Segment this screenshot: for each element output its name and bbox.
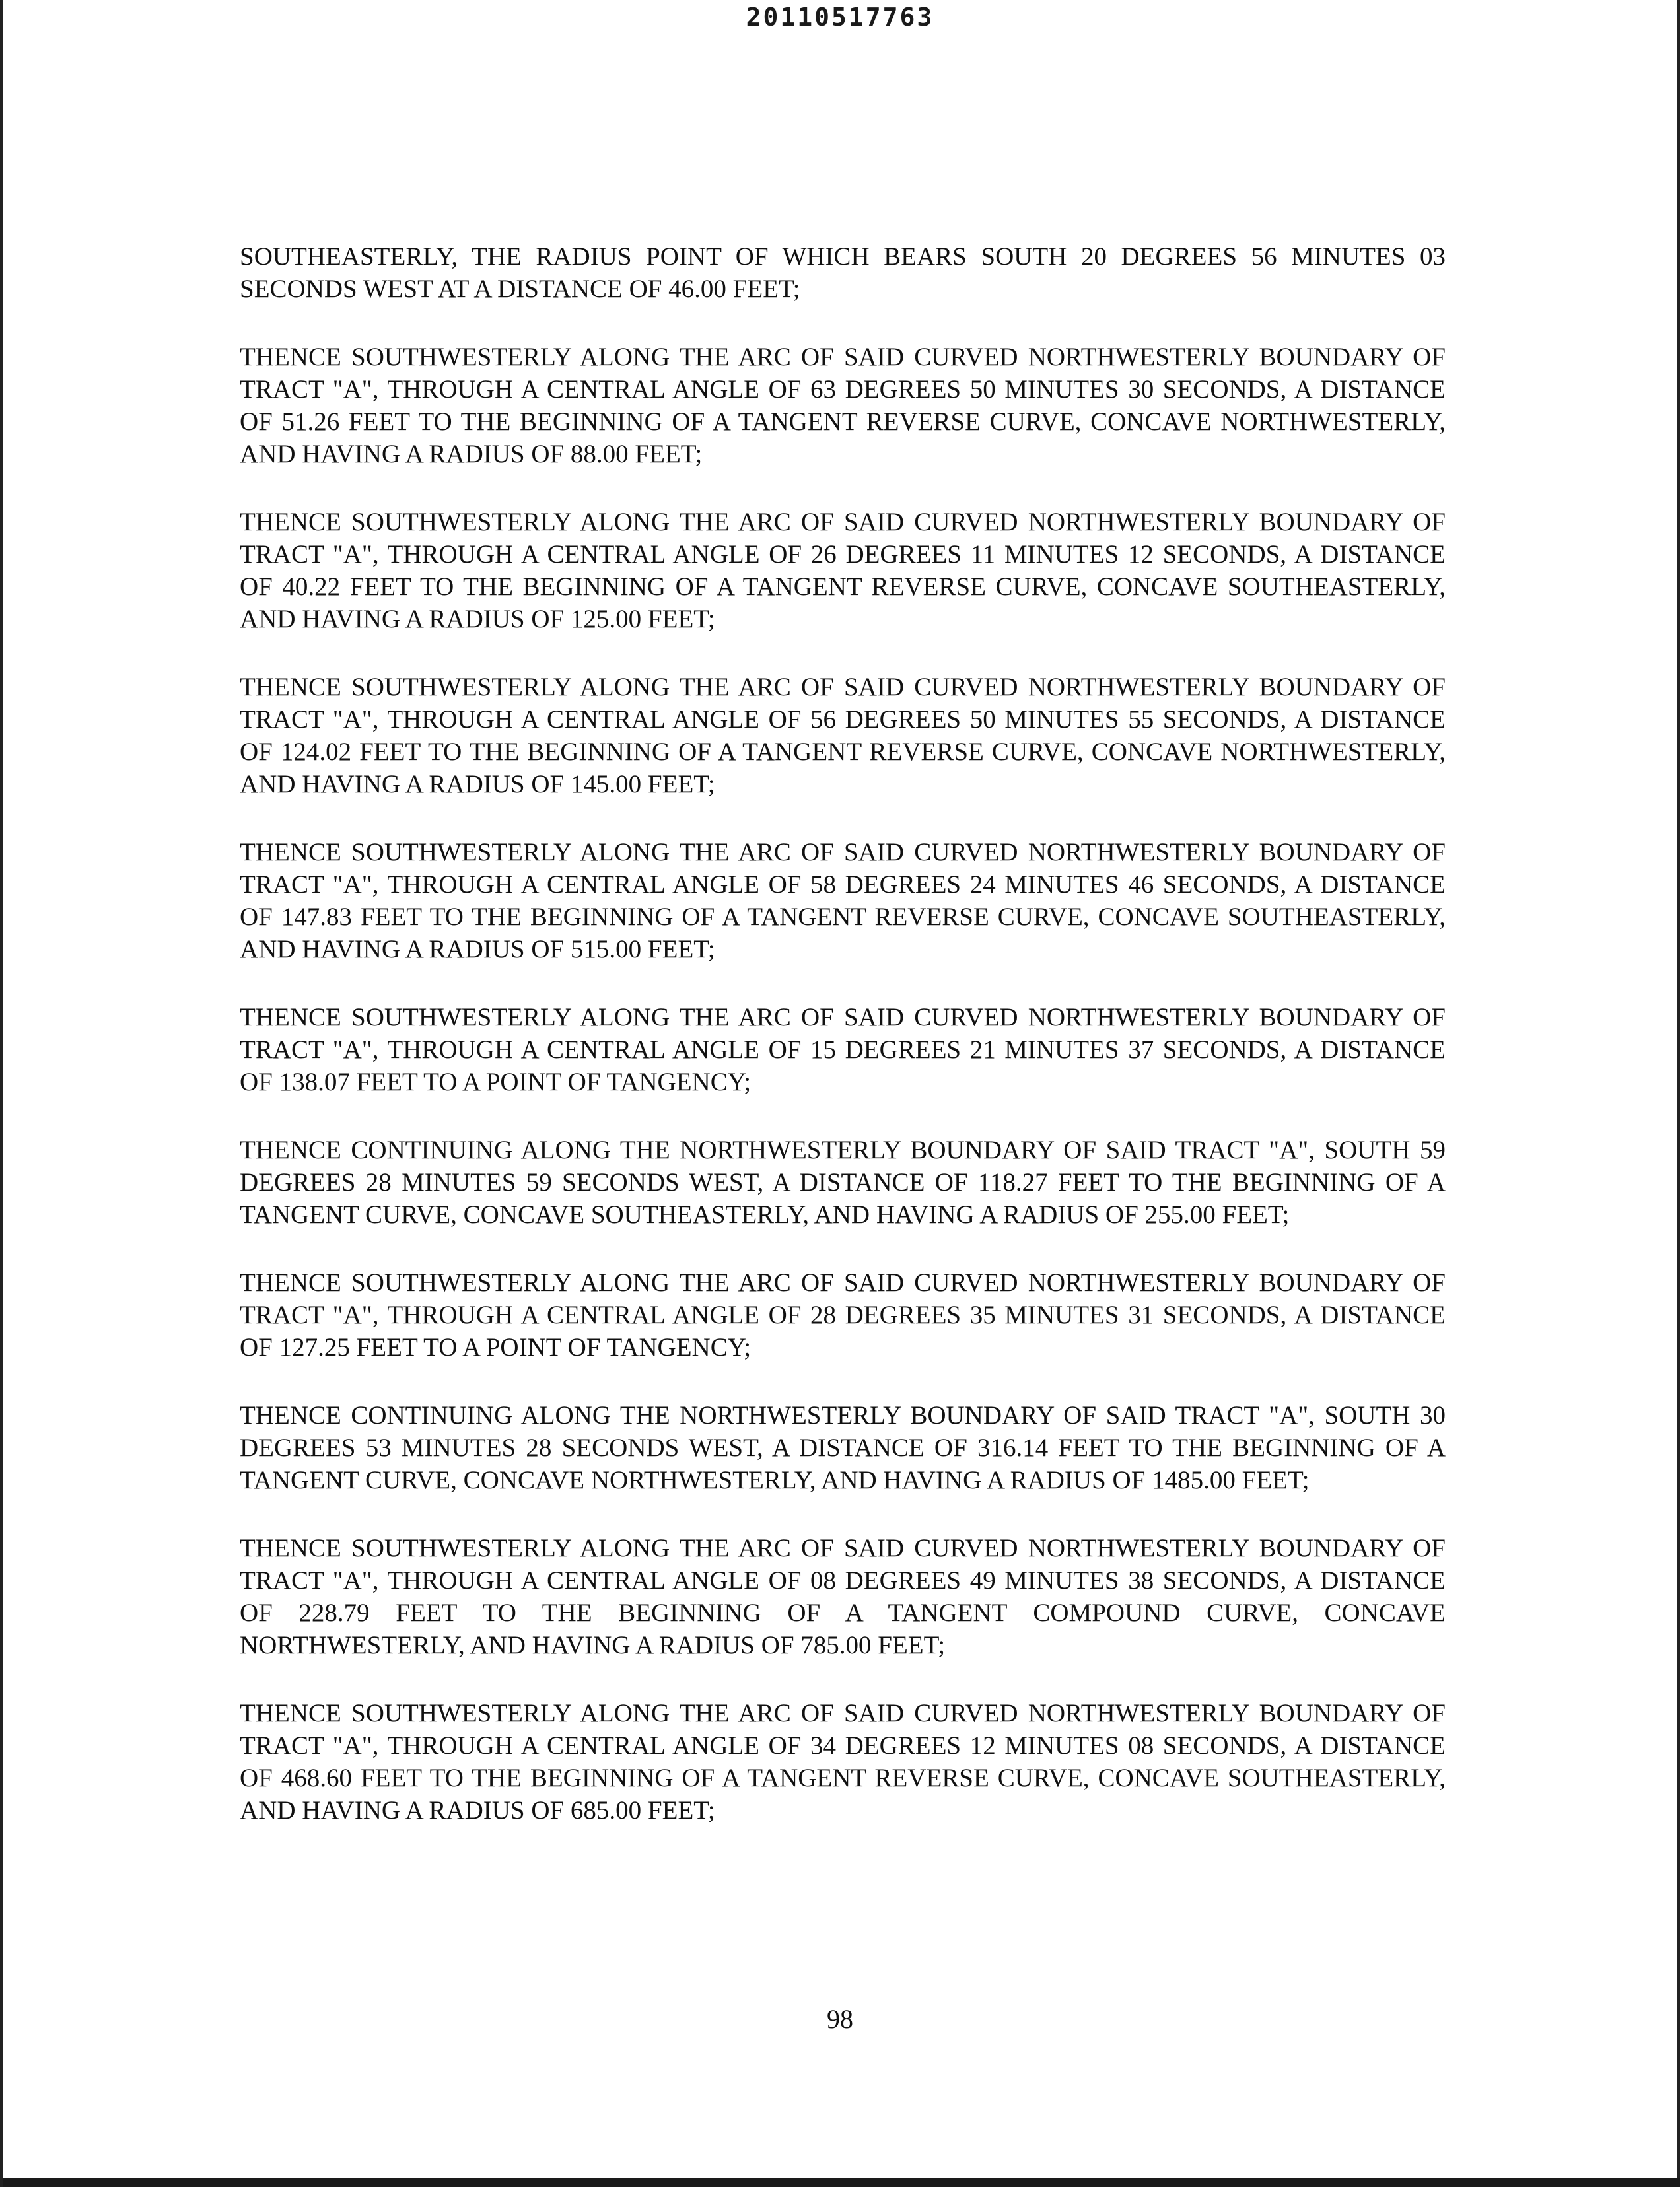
scan-edge-divider — [3, 2178, 1680, 2187]
document-number: 20110517763 — [746, 3, 934, 32]
paragraph: THENCE SOUTHWESTERLY ALONG THE ARC OF SAID CURVED NORTHWESTERLY BOUNDARY OF TRACT "A", THROUGH A CENTRAL ANGLE OF 15 DEGREES 21 MINUTES 37 SECONDS, A DISTANCE OF 138.07 FEET TO A POINT OF TANGENCY; — [240, 1003, 1446, 1096]
paragraph: THENCE SOUTHWESTERLY ALONG THE ARC OF SAID CURVED NORTHWESTERLY BOUNDARY OF TRACT "A", THROUGH A CENTRAL ANGLE OF 26 DEGREES 11 MINUTES 12 SECONDS, A DISTANCE OF 40.22 FEET TO THE BEGINNING OF A TANGENT REVERSE CURVE, CONCAVE SOUTHEASTERLY, AND HAVING A RADIUS OF 125.00 FEET; — [240, 508, 1446, 633]
paragraph: THENCE SOUTHWESTERLY ALONG THE ARC OF SAID CURVED NORTHWESTERLY BOUNDARY OF TRACT "A", THROUGH A CENTRAL ANGLE OF 08 DEGREES 49 MINUTES 38 SECONDS, A DISTANCE OF 228.79 FEET TO THE BEGINNING OF A TANGENT COMPOUND CURVE, CONCAVE NORTHWESTERLY, AND HAVING A RADIUS OF 785.00 FEET; — [240, 1534, 1446, 1659]
paragraph: THENCE CONTINUING ALONG THE NORTHWESTERLY BOUNDARY OF SAID TRACT "A", SOUTH 30 DEGREES 53 MINUTES 28 SECONDS WEST, A DISTANCE OF 316.14 FEET TO THE BEGINNING OF A TANGENT CURVE, CONCAVE NORTHWESTERLY, AND HAVING A RADIUS OF 1485.00 FEET; — [240, 1401, 1446, 1494]
paragraph: THENCE SOUTHWESTERLY ALONG THE ARC OF SAID CURVED NORTHWESTERLY BOUNDARY OF TRACT "A", THROUGH A CENTRAL ANGLE OF 58 DEGREES 24 MINUTES 46 SECONDS, A DISTANCE OF 147.83 FEET TO THE BEGINNING OF A TANGENT REVERSE CURVE, CONCAVE SOUTHEASTERLY, AND HAVING A RADIUS OF 515.00 FEET; — [240, 838, 1446, 963]
paragraph: THENCE CONTINUING ALONG THE NORTHWESTERLY BOUNDARY OF SAID TRACT "A", SOUTH 59 DEGREES 28 MINUTES 59 SECONDS WEST, A DISTANCE OF 118.27 FEET TO THE BEGINNING OF A TANGENT CURVE, CONCAVE SOUTHEASTERLY, AND HAVING A RADIUS OF 255.00 FEET; — [240, 1136, 1446, 1229]
paragraph: SOUTHEASTERLY, THE RADIUS POINT OF WHICH BEARS SOUTH 20 DEGREES 56 MINUTES 03 SECONDS WEST AT A DISTANCE OF 46.00 FEET; — [240, 242, 1446, 303]
paragraph: THENCE SOUTHWESTERLY ALONG THE ARC OF SAID CURVED NORTHWESTERLY BOUNDARY OF TRACT "A", THROUGH A CENTRAL ANGLE OF 34 DEGREES 12 MINUTES 08 SECONDS, A DISTANCE OF 468.60 FEET TO THE BEGINNING OF A TANGENT REVERSE CURVE, CONCAVE SOUTHEASTERLY, AND HAVING A RADIUS OF 685.00 FEET; — [240, 1699, 1446, 1824]
paragraph: THENCE SOUTHWESTERLY ALONG THE ARC OF SAID CURVED NORTHWESTERLY BOUNDARY OF TRACT "A", THROUGH A CENTRAL ANGLE OF 63 DEGREES 50 MINUTES 30 SECONDS, A DISTANCE OF 51.26 FEET TO THE BEGINNING OF A TANGENT REVERSE CURVE, CONCAVE NORTHWESTERLY, AND HAVING A RADIUS OF 88.00 FEET; — [240, 343, 1446, 468]
paragraph: THENCE SOUTHWESTERLY ALONG THE ARC OF SAID CURVED NORTHWESTERLY BOUNDARY OF TRACT "A", THROUGH A CENTRAL ANGLE OF 28 DEGREES 35 MINUTES 31 SECONDS, A DISTANCE OF 127.25 FEET TO A POINT OF TANGENCY; — [240, 1268, 1446, 1362]
paragraph: THENCE SOUTHWESTERLY ALONG THE ARC OF SAID CURVED NORTHWESTERLY BOUNDARY OF TRACT "A", THROUGH A CENTRAL ANGLE OF 56 DEGREES 50 MINUTES 55 SECONDS, A DISTANCE OF 124.02 FEET TO THE BEGINNING OF A TANGENT REVERSE CURVE, CONCAVE NORTHWESTERLY, AND HAVING A RADIUS OF 145.00 FEET; — [240, 673, 1446, 798]
legal-description-body — [240, 240, 1446, 1862]
page-number: 98 — [827, 2004, 853, 2034]
